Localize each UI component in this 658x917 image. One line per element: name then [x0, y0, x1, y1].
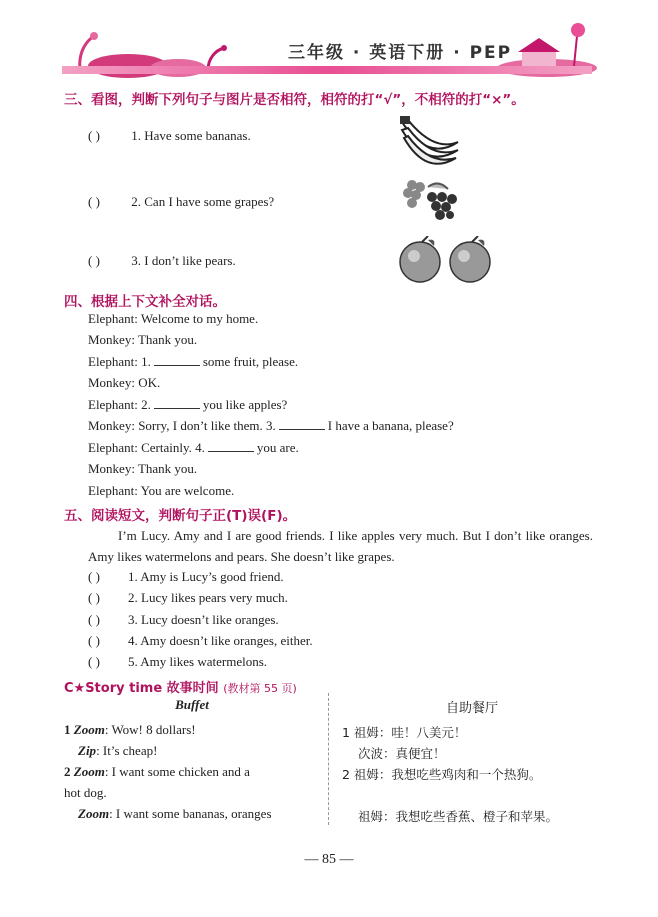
story-en-line — [64, 782, 320, 803]
bananas-image — [398, 112, 462, 166]
dialog-text: you like apples? — [202, 397, 288, 412]
answer-blank-1[interactable] — [154, 354, 200, 366]
story-cn-title: 自助餐厅 — [445, 701, 498, 716]
dialog-text: Elephant: Certainly. 4. — [88, 440, 205, 455]
dialog-text: Elephant: 2. — [88, 397, 151, 412]
dialog-text: Monkey: Thank you. — [88, 332, 198, 347]
oranges-image — [398, 236, 498, 284]
section3-item-1 — [88, 128, 251, 144]
dialog-line — [88, 311, 258, 327]
answer-paren[interactable]: ( ) — [88, 253, 100, 268]
answer-paren[interactable]: ( ) — [88, 654, 100, 669]
story-heading-note: (教材第 55 页) — [223, 682, 297, 695]
story-chinese — [342, 697, 602, 827]
dialog-text: Monkey: Sorry, I don’t like them. 3. — [88, 418, 276, 433]
answer-paren[interactable]: ( ) — [88, 633, 100, 648]
answer-paren[interactable]: ( ) — [88, 569, 100, 584]
answer-paren[interactable]: ( ) — [88, 612, 100, 627]
story-english — [64, 697, 320, 824]
dialog-text: I have a banana, please? — [327, 418, 454, 433]
section5-title: 五、阅读短文，判断句子正(T)误(F)。 — [64, 508, 297, 524]
section3-item-2 — [88, 194, 274, 210]
story-divider — [328, 693, 329, 825]
section5-item-3 — [88, 612, 279, 628]
section5-item-5 — [88, 654, 267, 670]
dialog-line — [88, 332, 197, 348]
story-en-line — [64, 740, 320, 761]
section3-title: 三、看图，判断下列句子与图片是否相符，相符的打“√”，不相符的打“×”。 — [64, 92, 525, 108]
answer-paren[interactable]: ( ) — [88, 590, 100, 605]
speaker: Zoom — [73, 722, 105, 737]
dialog-text: you are. — [256, 440, 299, 455]
section5-item-1 — [88, 569, 284, 585]
story-en-title: Buffet — [175, 697, 209, 712]
page-number: — 85 — — [304, 852, 354, 867]
item-text: 3. Lucy doesn’t like oranges. — [128, 612, 279, 627]
dialog-line — [88, 440, 299, 456]
reading-passage: I’m Lucy. Amy and I are good friends. I like apples very much. But I don’t like oranges. Amy likes watermelons and pears. She doesn’t like grapes. — [88, 528, 593, 564]
story-cn-line: 1 祖姆：哇！八美元！ — [342, 725, 467, 740]
dialog-line — [88, 483, 234, 499]
item-text: 5. Amy likes watermelons. — [128, 654, 268, 669]
dialog-text: Monkey: OK. — [88, 375, 161, 390]
story-heading — [64, 677, 297, 696]
header-title: 三年级 · 英语下册 · PEP — [288, 43, 513, 63]
dialog-text: Elephant: 1. — [88, 354, 151, 369]
answer-blank-2[interactable] — [154, 397, 200, 409]
speaker: Zoom — [78, 806, 110, 821]
item-text: 4. Amy doesn’t like oranges, either. — [128, 633, 313, 648]
speaker: Zip — [78, 743, 97, 758]
section4-title: 四、根据上下文补全对话。 — [64, 294, 226, 310]
dialog-line — [88, 418, 454, 434]
dialog-text: Elephant: Welcome to my home. — [88, 311, 259, 326]
answer-paren[interactable]: ( ) — [88, 194, 100, 209]
story-en-line — [64, 719, 320, 740]
section5-item-4 — [88, 633, 313, 649]
story-heading-text: C★Story time 故事时间 — [64, 681, 219, 696]
item-text: 3. I don’t like pears. — [131, 253, 236, 268]
line-number: 1 — [64, 722, 71, 737]
dialog-line — [88, 354, 298, 370]
line-number: 2 — [64, 764, 71, 779]
dialog-line — [88, 461, 197, 477]
speaker: Zoom — [73, 764, 105, 779]
answer-blank-3[interactable] — [279, 418, 325, 430]
dialog-text: Elephant: You are welcome. — [88, 483, 235, 498]
section5-item-2 — [88, 590, 288, 606]
dialog-line — [88, 397, 287, 413]
speech: : It’s cheap! — [96, 743, 158, 758]
item-text: 2. Can I have some grapes? — [131, 194, 275, 209]
dialog-text: some fruit, please. — [202, 354, 299, 369]
section3-item-3 — [88, 253, 236, 269]
dialog-text: Monkey: Thank you. — [88, 461, 198, 476]
answer-blank-4[interactable] — [208, 440, 254, 452]
item-text: 2. Lucy likes pears very much. — [128, 590, 288, 605]
item-text: 1. Have some bananas. — [131, 128, 251, 143]
dialog-line — [88, 375, 160, 391]
page-header — [0, 0, 658, 84]
answer-paren[interactable]: ( ) — [88, 128, 100, 143]
story-en-line — [64, 761, 320, 782]
speech: hot dog. — [64, 785, 107, 800]
story-cn-line: 祖姆：我想吃些香蕉、橙子和苹果。 — [358, 809, 559, 824]
item-text: 1. Amy is Lucy’s good friend. — [128, 569, 284, 584]
story-cn-line: 次波：真便宜！ — [358, 746, 446, 761]
header-band — [62, 66, 592, 74]
story-en-line — [64, 803, 320, 824]
speech: : I want some bananas, oranges — [109, 806, 272, 821]
speech: : Wow! 8 dollars! — [104, 722, 196, 737]
grapes-image — [398, 175, 464, 227]
story-cn-line: 2 祖姆：我想吃些鸡肉和一个热狗。 — [342, 767, 542, 782]
speech: : I want some chicken and a — [104, 764, 250, 779]
